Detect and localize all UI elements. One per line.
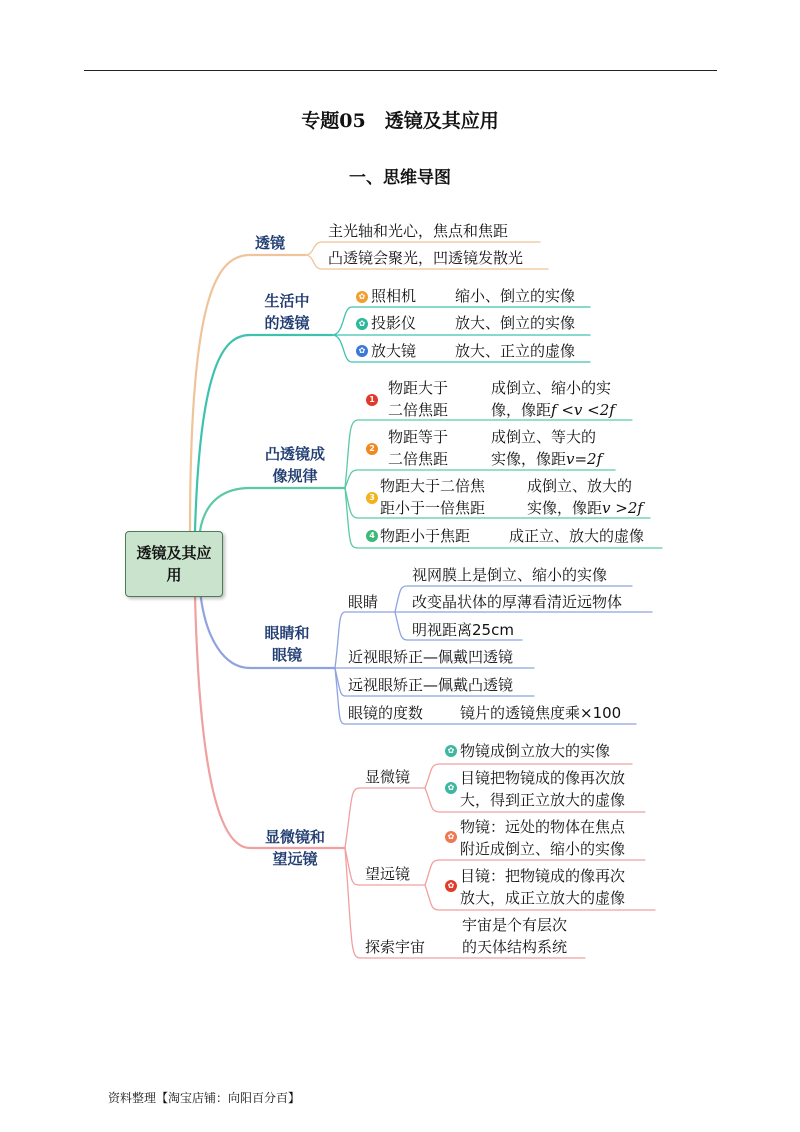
eye-degree-value: 镜片的透镜焦度乘×100 [460, 704, 622, 722]
rule-1-condition [388, 377, 478, 421]
telescope-item-1: 物镜：远处的物体在焦点 [460, 818, 626, 836]
teal-flower-icon: ✿ [445, 782, 457, 794]
blue-flower-icon: ✿ [356, 345, 368, 357]
root-label: 透镜及其应用 [136, 544, 212, 584]
rule-3-result-line2: 实像，像距 [527, 499, 603, 517]
rule-3-result [527, 475, 652, 519]
number-2-icon: 2 [366, 443, 378, 455]
branch-life-label [255, 290, 319, 334]
branch-scope-label-line2: 望远镜 [272, 850, 318, 868]
telescope-item-3: 目镜：把物镜成的像再次 [460, 867, 626, 885]
universe-item-2: 的天体结构系统 [462, 938, 568, 956]
rule-2-result [491, 426, 626, 470]
branch-convex-label-line2: 像规律 [272, 467, 318, 485]
eye-correction-myopia: 近视眼矫正—佩戴凹透镜 [348, 648, 514, 666]
branch-life-label-line2: 的透镜 [264, 314, 310, 332]
number-1-icon: 1 [366, 394, 378, 406]
branch-eye-label [255, 622, 319, 666]
branch-scope-label-line1: 显微镜和 [264, 828, 325, 846]
universe-label: 探索宇宙 [365, 938, 426, 956]
rule-3-formula: v >2f [602, 499, 643, 517]
rule-1-condition-line1: 物距大于 [388, 379, 449, 397]
branch-life-label-line1: 生活中 [264, 292, 310, 310]
rule-1-result-line2: 像，像距 [491, 401, 552, 419]
footer-source: 资料整理【淘宝店铺：向阳百分百】 [108, 1091, 301, 1105]
eye-degree-label: 眼镜的度数 [348, 704, 424, 722]
branch-convex-label-line1: 凸透镜成 [264, 445, 325, 463]
rule-2-condition [388, 426, 478, 470]
eye-sub-label: 眼睛 [348, 593, 379, 611]
microscope-item-1: 物镜成倒立放大的实像 [460, 742, 611, 760]
number-3-icon: 3 [366, 492, 378, 504]
rule-2-result-line1: 成倒立、等大的 [491, 428, 597, 446]
life-device-3: 放大镜 [371, 342, 417, 360]
lens-item-2: 凸透镜会聚光，凹透镜发散光 [328, 249, 524, 267]
rule-1-result-line1: 成倒立、缩小的实 [491, 379, 612, 397]
microscope-item-2: 目镜把物镜成的像再次放 [460, 769, 626, 787]
rule-2-condition-line2: 二倍焦距 [388, 450, 449, 468]
life-image-1: 缩小、倒立的实像 [455, 287, 576, 305]
microscope-item-3: 大，得到正立放大的虚像 [460, 791, 626, 809]
telescope-item-4: 放大，成正立放大的虚像 [460, 889, 626, 907]
teal-flower-icon: ✿ [445, 745, 457, 757]
branch-eye-label-line2: 眼镜 [271, 646, 302, 664]
rule-2-formula: v=2f [566, 450, 603, 468]
orange-flower-icon: ✿ [445, 831, 457, 843]
branch-convex-label [255, 443, 335, 487]
telescope-label: 望远镜 [365, 865, 411, 883]
rule-3-condition [380, 475, 510, 519]
rule-1-condition-line2: 二倍焦距 [388, 401, 449, 419]
number-4-icon: 4 [366, 530, 378, 542]
life-image-2: 放大、倒立的实像 [455, 314, 576, 332]
teal-flower-icon: ✿ [356, 318, 368, 330]
life-device-1: 照相机 [371, 287, 417, 305]
eye-item-3: 明视距离25cm [412, 621, 514, 639]
life-device-2: 投影仪 [371, 314, 417, 332]
eye-item-1: 视网膜上是倒立、缩小的实像 [412, 566, 608, 584]
branch-eye-label-line1: 眼睛和 [264, 624, 310, 642]
rule-3-condition-line1: 物距大于二倍焦 [380, 477, 486, 495]
eye-item-2: 改变晶状体的厚薄看清近远物体 [412, 593, 623, 611]
eye-correction-hyperopia: 远视眼矫正—佩戴凸透镜 [348, 676, 514, 694]
rule-4-condition: 物距小于焦距 [380, 527, 471, 545]
rule-1-result [491, 377, 636, 421]
section-title: 一、思维导图 [349, 168, 451, 188]
branch-scope-label [255, 826, 335, 870]
document-title: 专题05 透镜及其应用 [301, 110, 499, 132]
telescope-item-2: 附近成倒立、缩小的实像 [460, 840, 626, 858]
rule-2-condition-line1: 物距等于 [388, 428, 449, 446]
life-image-3: 放大、正立的虚像 [455, 342, 576, 360]
universe-item-1: 宇宙是个有层次 [462, 916, 568, 934]
rule-3-result-line1: 成倒立、放大的 [527, 477, 633, 495]
rule-4-result: 成正立、放大的虚像 [509, 527, 645, 545]
rule-2-result-line2: 实像，像距 [491, 450, 567, 468]
red-flower-icon: ✿ [445, 880, 457, 892]
lens-item-1: 主光轴和光心，焦点和焦距 [328, 222, 509, 240]
rule-3-condition-line2: 距小于一倍焦距 [380, 499, 486, 517]
orange-flower-icon: ✿ [356, 291, 368, 303]
microscope-label: 显微镜 [365, 768, 411, 786]
mindmap-root [125, 531, 223, 597]
branch-lens-label: 透镜 [255, 234, 286, 252]
rule-1-formula: f <v <2f [551, 401, 615, 419]
